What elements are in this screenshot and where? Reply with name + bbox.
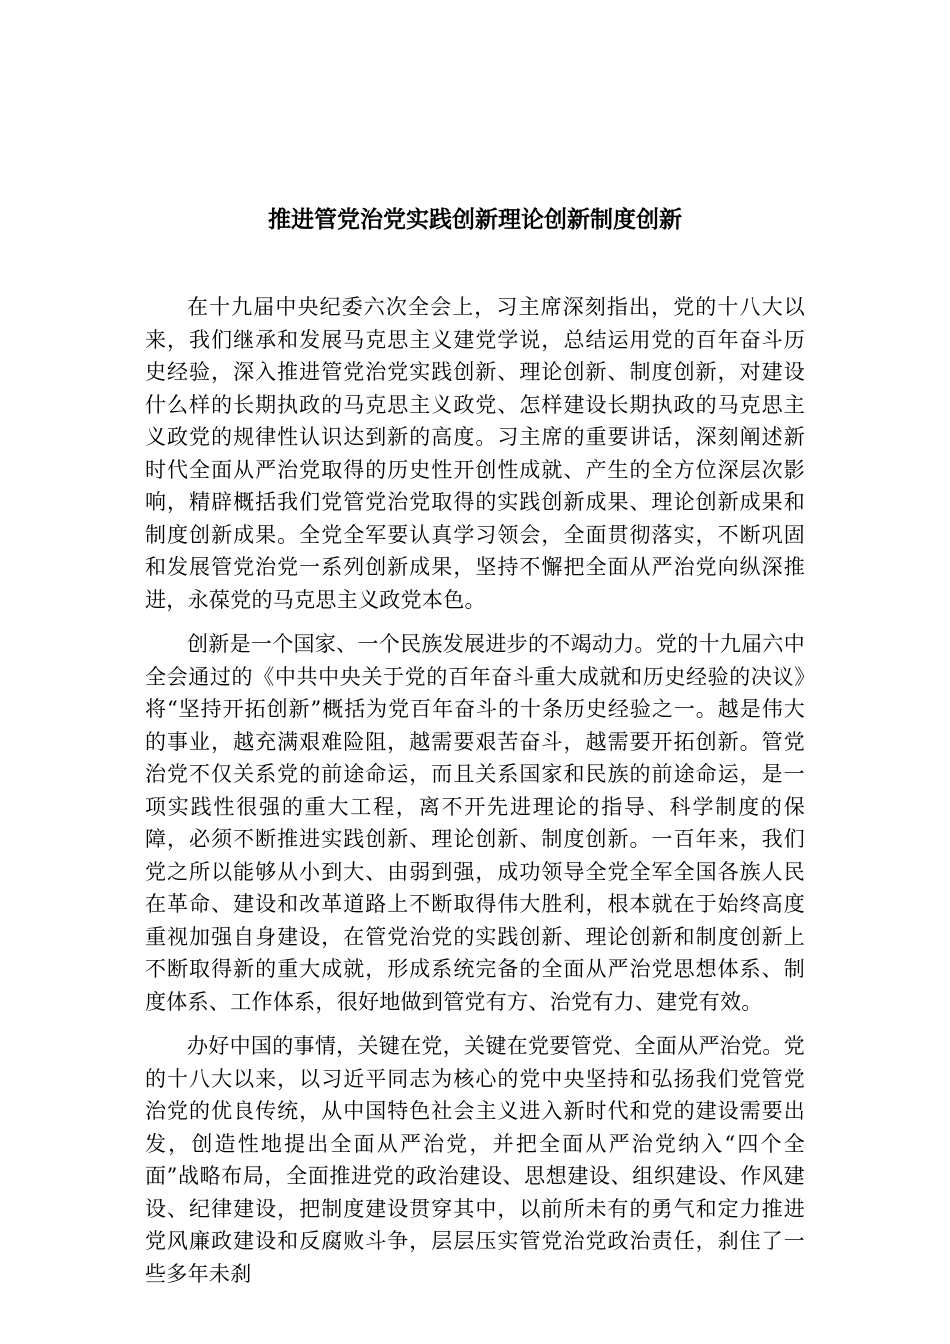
document-body xyxy=(145,291,805,1302)
paragraph-2: 创新是一个国家、一个民族发展进步的不竭动力。党的十九届六中全会通过的《中共中央关于党的百年奋斗重大成就和历史经验的决议》将“坚持开拓创新”概括为党百年奋斗的十条历史经验之一。越是伟大的事业，越充满艰难险阻，越需要艰苦奋斗，越需要开拓创新。管党治党不仅关系党的前途命运，而且关系国家和民族的前途命运，是一项实践性很强的重大工程，离不开先进理论的指导、科学制度的保障，必须不断推进实践创新、理论创新、制度创新。一百年来，我们党之所以能够从小到大、由弱到强，成功领导全党全军全国各族人民在革命、建设和改革道路上不断取得伟大胜利，根本就在于始终高度重视加强自身建设，在管党治党的实践创新、理论创新和制度创新上不断取得新的重大成就，形成系统完备的全面从严治党思想体系、制度体系、工作体系，很好地做到管党有方、治党有力、建党有效。 xyxy=(145,632,805,1014)
document-title: 推进管党治党实践创新理论创新制度创新 xyxy=(268,207,682,233)
paragraph-3: 办好中国的事情，关键在党，关键在党要管党、全面从严治党。党的十八大以来，以习近平同志为核心的党中央坚持和弘扬我们党管党治党的优良传统，从中国特色社会主义进入新时代和党的建设需要出发，创造性地提出全面从严治党，并把全面从严治党纳入“四个全面”战略布局，全面推进党的政治建设、思想建设、组织建设、作风建设、纪律建设，把制度建设贯穿其中，以前所未有的勇气和定力推进党风廉政建设和反腐败斗争，层层压实管党治党政治责任，刹住了一些多年未刹 xyxy=(145,1034,805,1286)
paragraph-1: 在十九届中央纪委六次全会上，习主席深刻指出，党的十八大以来，我们继承和发展马克思主义建党学说，总结运用党的百年奋斗历史经验，深入推进管党治党实践创新、理论创新、制度创新，对建设什么样的长期执政的马克思主义政党、怎样建设长期执政的马克思主义政党的规律性认识达到新的高度。习主席的重要讲话，深刻阐述新时代全面从严治党取得的历史性开创性成就、产生的全方位深层次影响，精辟概括我们党管党治党取得的实践创新成果、理论创新成果和制度创新成果。全党全军要认真学习领会，全面贯彻落实，不断巩固和发展管党治党一系列创新成果，坚持不懈把全面从严治党向纵深推进，永葆党的马克思主义政党本色。 xyxy=(145,295,805,612)
